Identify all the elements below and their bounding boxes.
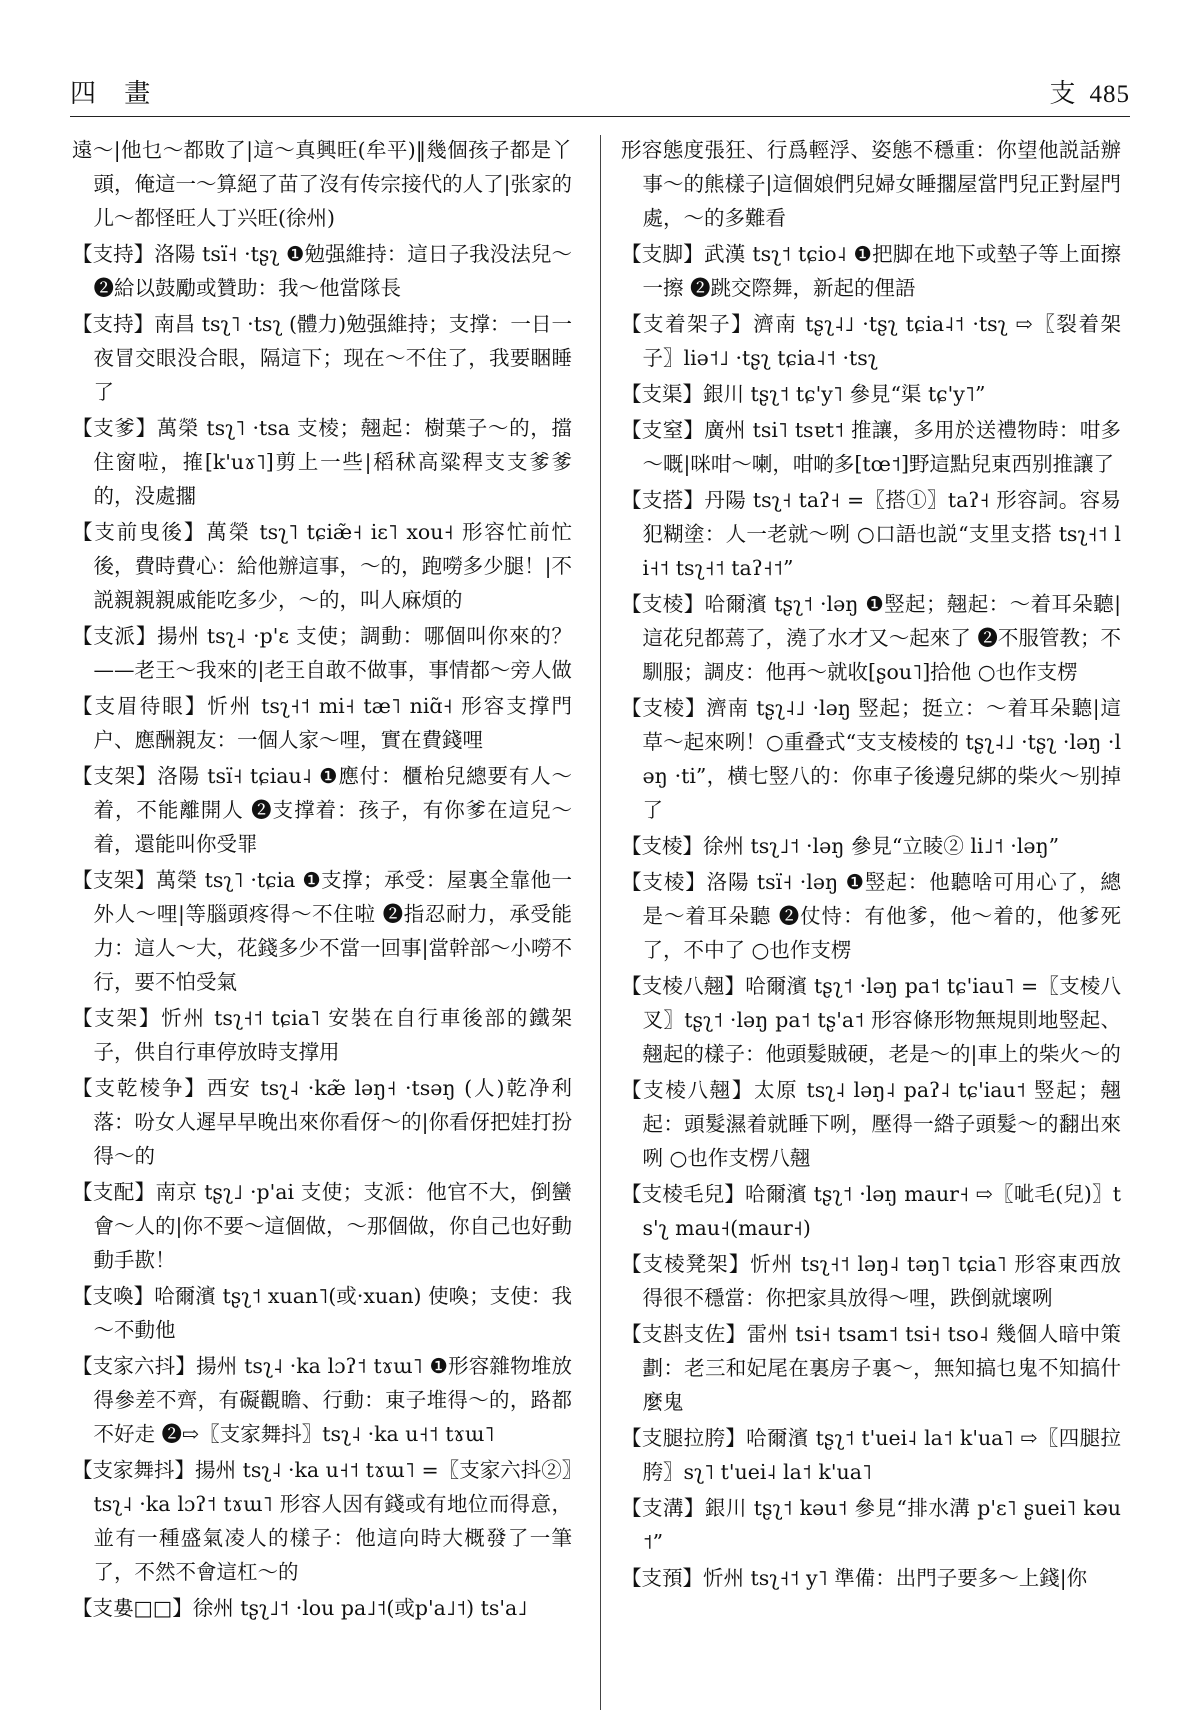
entry: 【支腿拉胯】哈爾濱 tʂʅ˦ t'uei˨ la˦ k'ua˥ ⇨〖四腿拉胯〗sʅ˥ t'uei˨ la˦ k'ua˥ [621,1426,1121,1484]
entry: 【支家六抖】揚州 tsʅ˨ ·ka lɔʔ˦ tɤɯ˥ ❶形容雜物堆放得參差不齊，有礙觀瞻、行動：東子堆得～的，路都不好走 ❷⇨〖支家舞抖〗tsʅ˨ ·ka u˧˦ tɤɯ˥ [72,1354,572,1446]
entry: 【支爹】萬榮 tsʅ˥ ·tsa 支棱；翹起：樹葉子～的，擋住窗啦，搉[k'uɤ˥]剪上一些|稻秫高粱稈支支爹爹的，没處擱 [72,416,572,508]
entry: 遠～|他乜～都敗了|這～真興旺(牟平)‖幾個孩子都是丫頭，俺這一～算絕了苗了沒有传宗接代的人了|张家的儿～都怪旺人丁兴旺(徐州) [72,138,572,230]
page-number: 485 [1089,81,1130,108]
entry: 【支着架子】濟南 tʂʅ˨˩ ·tʂʅ tɕia˨˦ ·tsʅ ⇨〖裂着架子〗liə˦˩ ·tʂʅ tɕia˨˦ ·tsʅ [621,312,1121,370]
entry: 【支搭】丹陽 tsʅ˧ taʔ˧ =〖搭①〗taʔ˧ 形容詞。容易犯糊塗：人一老就～咧 ○口語也説“支里支搭 tsʅ˧˦ li˧˦ tsʅ˧˦ taʔ˧˦” [621,488,1121,580]
entry: 【支持】南昌 tsʅ˥ ·tsʅ (體力)勉强維持；支撑：一日一夜冒交眼没合眼，隔這下；现在～不住了，我要睏睡了 [72,312,572,404]
entry: 【支預】忻州 tsʅ˧˦ y˥ 準備：出門子要多～上錢|你 [621,1566,1088,1590]
entry: 【支棱毛兒】哈爾濱 tʂʅ˦ ·ləŋ maur˧ ⇨〖呲毛(兒)〗ts'ʅ mau˧(maur˧) [621,1182,1121,1240]
right-column [621,133,1121,1597]
entry: 【支婁□□】徐州 tʂʅ˩˦ ·lou pa˩˦(或p'a˩˦) ts'a˩ [72,1596,528,1620]
entry: 【支棱凳架】忻州 tsʅ˧˦ ləŋ˨ təŋ˥ tɕia˥ 形容東西放得很不穩當：你把家具放得～哩，跌倒就壞咧 [621,1252,1121,1310]
entry: 【支棱八翹】太原 tsʅ˨ ləŋ˨ paʔ˨ tɕ'iau˦ 竪起；翹起：頭髮濕着就睡下咧，壓得一綹子頭髮～的翻出來咧 ○也作支楞八翹 [621,1078,1121,1170]
entry: 【支脚】武漢 tsʅ˦ tɕio˨ ❶把脚在地下或墊子等上面擦一擦 ❷跳交際舞，新起的俚語 [621,242,1121,300]
entry: 【支溝】銀川 tʂʅ˦ kəu˦ 參見“排水溝 p'ɛ˥ ʂuei˥ kəu˦” [621,1496,1121,1554]
entry: 【支棱八翹】哈爾濱 tʂʅ˦ ·ləŋ pa˦ tɕ'iau˥ =〖支棱八叉〗tʂʅ˦ ·ləŋ pa˦ tʂ'a˦ 形容條形物無規則地竪起、翹起的樣子：他頭髮賊硬，老是～的|車上的柴火～的 [621,974,1121,1066]
entry: 【支窒】廣州 tsi˥ tsɐt˦ 推讓，多用於送禮物時：咁多～嘅|咪咁～喇，咁啲多[tœ˦]野這點兒東西别推讓了 [621,418,1121,476]
entry: 【支架】萬榮 tsʅ˥ ·tɕia ❶支撑；承受：屋裏全靠他一外人～哩|等腦頭疼得～不住啦 ❷指忍耐力，承受能力：這人～大，花錢多少不當一回事|當幹部～小嘮不行，要不怕受氣 [72,868,572,994]
column-divider [600,135,601,1710]
entry: 【支棱】濟南 tʂʅ˨˩ ·ləŋ 竪起；挺立：～着耳朵聽|這草～起來咧！○重叠式“支支棱棱的 tʂʅ˨˩ ·tʂʅ ·ləŋ ·ləŋ ·ti”，横七竪八的：你車子後邊兒綁的柴火～别掉了 [621,696,1121,822]
entry: 【支持】洛陽 tsï˧ ·tʂʅ ❶勉强維持：這日子我没法兒～ ❷給以鼓勵或贊助：我～他當隊長 [72,242,572,300]
entry: 【支配】南京 tʂʅ˩ ·p'ai 支使；支派：他官不大，倒蠻會～人的|你不要～這個做，～那個做，你自己也好動動手歁！ [72,1180,572,1272]
entry: 【支斟支佐】雷州 tsi˧ tsam˦ tsi˧ tso˨ 幾個人暗中策劃：老三和妃尾在裏房子裏～，無知搞乜鬼不知搞什麼鬼 [621,1322,1121,1414]
entry: 【支前曳後】萬榮 tsʅ˥ tɕiæ̃˧ iɛ˥ xou˧ 形容忙前忙後，費時費心：給他辦這事，～的，跑嘮多少腿！|不説親親親戚能吃多少，～的，叫人麻煩的 [72,520,572,612]
entry: 【支棱】哈爾濱 tʂʅ˦ ·ləŋ ❶竪起；翹起：～着耳朵聽|這花兒都蔫了，澆了水才又～起來了 ❷不服管教；不馴服；調皮：他再～就收[ʂou˥]拾他 ○也作支楞 [621,592,1121,684]
entry: 【支棱】徐州 tsʅ˩˦ ·ləŋ 參見“立睖② li˩˦ ·ləŋ” [621,834,1060,858]
entry: 【支家舞抖】揚州 tsʅ˨ ·ka u˧˦ tɤɯ˥ =〖支家六抖②〗tsʅ˨ ·ka lɔʔ˦ tɤɯ˥ 形容人因有錢或有地位而得意，並有一種盛氣凌人的樣子：他這向時大概發了一筆了，不然不會這杠～的 [72,1458,572,1584]
entry: 形容態度張狂、行爲輕浮、姿態不穩重：你望他説話辦事～的熊樣子|這個娘們兒婦女睡擱屋當門兒正對屋門處，～的多難看 [621,138,1121,230]
page-head-right [1049,73,1130,110]
entry: 【支乾棱争】西安 tsʅ˨ ·kæ̃ ləŋ˧ ·tsəŋ (人)乾净利落：吩女人遲早早晚出來你看伢～的|你看伢把娃打扮得～的 [72,1076,572,1168]
left-column [72,133,572,1627]
entry: 【支渠】銀川 tʂʅ˦ tɕ'y˥ 參見“渠 tɕ'y˥” [621,382,986,406]
head-character: 支 [1049,79,1076,109]
entry: 【支派】揚州 tsʅ˨ ·p'ɛ 支使；調動：哪個叫你來的？——老王～我來的|老王自敢不做事，事情都～旁人做 [72,624,572,682]
section-title: 四 畫 [70,79,161,109]
header-rule [70,116,1130,117]
entry: 【支眉待眼】忻州 tsʅ˧˦ mi˧ tæ˥ niɑ̃˧ 形容支撑門户、應酬親友：一個人家～哩，實在費錢哩 [72,694,572,752]
entry: 【支架】忻州 tsʅ˧˦ tɕia˥ 安裝在自行車後部的鐵架子，供自行車停放時支撑用 [72,1006,572,1064]
entry: 【支喚】哈爾濱 tʂʅ˦ xuan˥(或·xuan) 使喚；支使：我～不動他 [72,1284,572,1342]
entry: 【支架】洛陽 tsï˧ tɕiau˨ ❶應付：櫃枱兒總要有人～着，不能離開人 ❷支撑着：孩子，有你爹在這兒～着，還能叫你受罪 [72,764,572,856]
running-header [70,72,1130,110]
entry: 【支棱】洛陽 tsï˧ ·ləŋ ❶竪起：他聽啥可用心了，總是～着耳朵聽 ❷仗恃：有他爹，他～着的，他爹死了，不中了 ○也作支楞 [621,870,1121,962]
